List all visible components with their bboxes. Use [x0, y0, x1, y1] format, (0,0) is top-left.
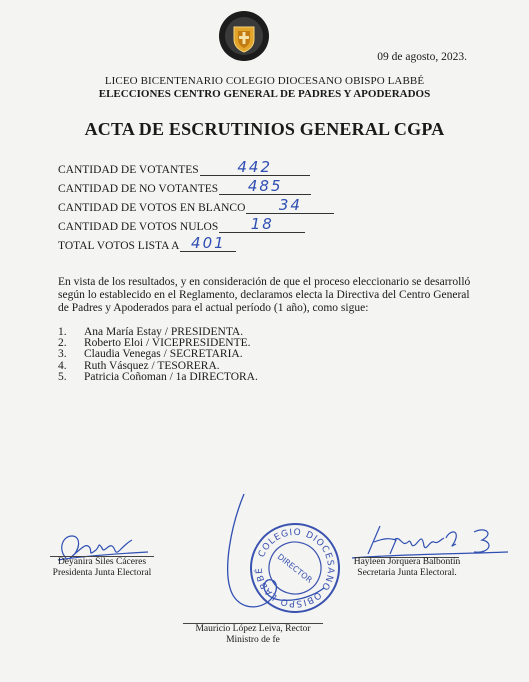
- count-label: CANTIDAD DE VOTOS EN BLANCO: [58, 202, 246, 214]
- count-fill-line: [219, 215, 305, 233]
- list-item: 4. Ruth Vásquez / TESORERA.: [58, 359, 220, 372]
- signature-center-block: [168, 624, 338, 646]
- signature-left-block: [40, 557, 164, 579]
- document-title: ACTA DE ESCRUTINIOS GENERAL CGPA: [84, 119, 445, 139]
- declaration-paragraph: En vista de los resultados, y en consideración de que el proceso eleccionario se desarrolló según lo establecido en el Reglamento, declaramos electa la Directiva del Centro General de Padres y Apoderados para el actual período (1 año), como sigue:: [58, 276, 471, 314]
- signer-role: Ministro de fe: [226, 635, 280, 645]
- count-fill-line: [246, 196, 334, 214]
- count-fill-line: [180, 234, 236, 252]
- count-row-list-a-total: [58, 234, 236, 252]
- count-row-blank-votes: [58, 196, 334, 214]
- directiva-list: [58, 327, 258, 383]
- count-value-handwritten: 442: [237, 158, 273, 176]
- school-crest-logo: [218, 10, 270, 62]
- count-row-null-votes: [58, 215, 305, 233]
- count-label: TOTAL VOTOS LISTA A: [58, 240, 180, 252]
- signer-name: Mauricio López Leiva, Rector: [195, 624, 311, 634]
- count-value-handwritten: 34: [278, 196, 302, 214]
- count-value-handwritten: 485: [247, 177, 283, 195]
- count-label: CANTIDAD DE VOTOS NULOS: [58, 221, 219, 233]
- signature-right-block: [340, 557, 474, 579]
- signer-role: Presidenta Junta Electoral: [52, 568, 152, 578]
- stamp-ring-text: COLEGIO DIOCESANO OBISPO LABBÉ: [254, 527, 336, 609]
- institution-name: LICEO BICENTENARIO COLEGIO DIOCESANO OBISPO LABBÉ: [104, 75, 425, 87]
- elections-heading: ELECCIONES CENTRO GENERAL DE PADRES Y APODERADOS: [98, 88, 431, 100]
- signer-role: Secretaria Junta Electoral.: [357, 568, 457, 578]
- signer-name: Deyanira Siles Cáceres: [57, 557, 147, 567]
- list-item: 2. Roberto Eloi / VICEPRESIDENTE.: [58, 337, 251, 350]
- stamp-center-text: DIRECTOR: [275, 552, 314, 585]
- count-fill-line: [200, 158, 310, 176]
- count-label: CANTIDAD DE NO VOTANTES: [58, 183, 219, 195]
- signer-name: Hayleen Jorquera Balbontin: [353, 557, 461, 567]
- signature-right-handwriting: [350, 520, 510, 560]
- count-label: CANTIDAD DE VOTANTES: [58, 164, 199, 176]
- count-value-handwritten: 401: [191, 234, 226, 252]
- document-date: 09 de agosto, 2023.: [377, 51, 467, 63]
- count-value-handwritten: 18: [250, 215, 274, 233]
- count-row-voters: [58, 158, 310, 176]
- list-item: 5. Patricia Coñoman / 1a DIRECTORA.: [58, 370, 258, 383]
- count-fill-line: [219, 177, 311, 195]
- count-row-non-voters: [58, 177, 311, 195]
- list-item: 3. Claudia Venegas / SECRETARIA.: [58, 348, 243, 361]
- list-item: 1. Ana María Estay / PRESIDENTA.: [58, 326, 244, 338]
